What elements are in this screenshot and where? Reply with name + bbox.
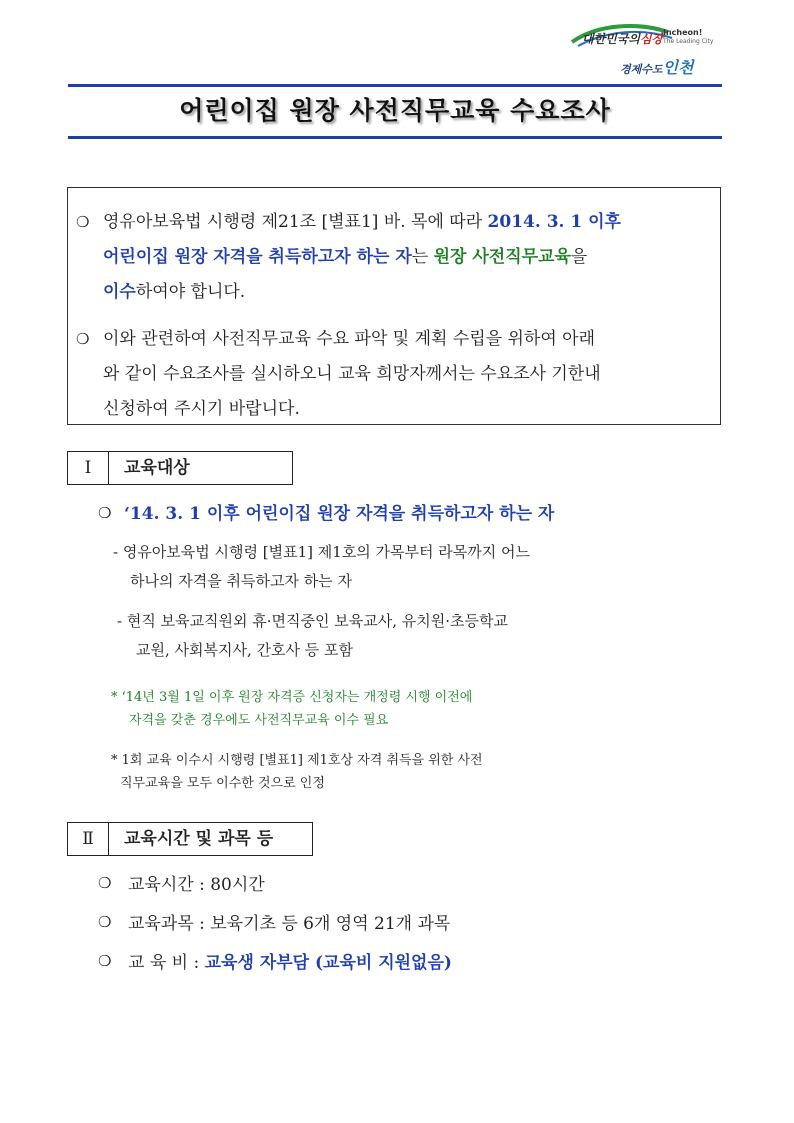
target-detail-1a: - 영유아보육법 시행령 [별표1] 제1호의 가목부터 라목까지 어느 [113,543,530,561]
target-detail-2a: - 현직 보육교직원외 휴·면직중인 보육교사, 유치원·초등학교 [117,612,508,630]
bullet-icon: ❍ [98,952,112,970]
intro-p1-line2: 어린이집 원장 자격을 취득하고자 하는 자는 원장 사전직무교육을 [103,247,588,267]
page-title: 어린이집 원장 사전직무교육 수요조사 [179,96,611,125]
section-label: 교육대상 [124,458,190,478]
target-note-2b: 직무교육을 모두 이수한 것으로 인정 [120,776,325,791]
target-detail-1b: 하나의 자격을 취득하고자 하는 자 [130,572,352,590]
bullet-icon: ❍ [76,330,90,348]
bullet-icon: ❍ [98,874,112,892]
logo-slogan-2: 경제수도인천 [620,58,694,77]
title-rule-top [68,84,722,87]
logo-slogan-1: 대한민국의심장 [582,32,664,46]
bullet-icon: ❍ [98,504,112,522]
target-note-1b: 자격을 갖춘 경우에도 사전직무교육 이수 필요 [129,713,389,728]
intro-p1-line3: 이수하여야 합니다. [103,282,246,302]
logo-english-1: Incheon! [663,28,703,37]
intro-p2-line3: 신청하여 주시기 바랍니다. [103,399,300,419]
section-label: 교육시간 및 과목 등 [124,829,274,849]
target-note-2a: * 1회 교육 이수시 시행령 [별표1] 제1호상 자격 취득을 위한 사전 [111,753,483,768]
bullet-icon: ❍ [98,913,112,931]
section-header-2 [67,822,313,856]
section-number: Ⅱ [68,823,109,855]
intro-p2-line2: 와 같이 수요조사를 실시하오니 교육 희망자께서는 수요조사 기한내 [103,364,601,384]
title-rule-bottom [68,136,722,139]
intro-p1-line1: 영유아보육법 시행령 제21조 [별표1] 바. 목에 따라 2014. 3. 1 이후 [103,212,621,232]
edu-time: 교육시간 : 80시간 [128,875,265,895]
target-main: ‘14. 3. 1 이후 어린이집 원장 자격을 취득하고자 하는 자 [124,504,555,524]
edu-cost: 교 육 비 : 교육생 자부담 (교육비 지원없음) [128,953,452,973]
target-note-1a: * ‘14년 3월 1일 이후 원장 자격증 신청자는 개정령 시행 이전에 [111,690,473,705]
logo-english-2: The Leading City [663,38,714,45]
section-number: Ⅰ [68,452,109,484]
city-logo [560,22,720,78]
edu-subjects: 교육과목 : 보육기초 등 6개 영역 21개 과목 [128,914,451,934]
target-detail-2b: 교원, 사회복지사, 간호사 등 포함 [136,641,353,659]
intro-p2-line1: 이와 관련하여 사전직무교육 수요 파악 및 계획 수립을 위하여 아래 [103,329,596,349]
section-header-1 [67,451,293,485]
bullet-icon: ❍ [76,213,90,231]
